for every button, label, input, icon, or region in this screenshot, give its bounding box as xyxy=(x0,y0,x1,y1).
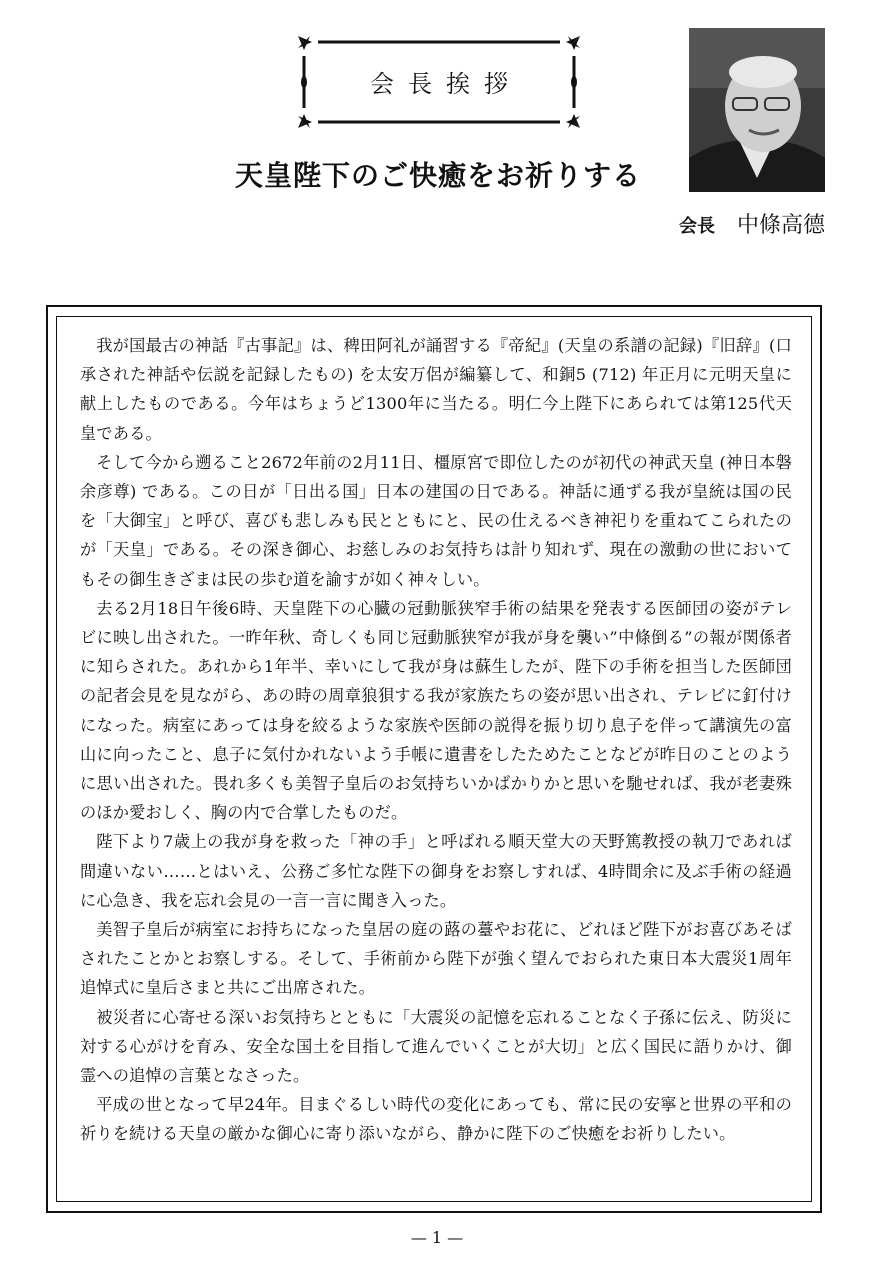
author-name: 中條高德 xyxy=(736,213,825,238)
portrait-photo-icon xyxy=(689,28,825,192)
section-banner: 会長挨拶 xyxy=(370,70,522,98)
paragraph-7: 平成の世となって早24年。目まぐるしい時代の変化にあっても、常に民の安寧と世界の平和の祈りを続ける天皇の厳かな御心に寄り添いながら、静かに陛下のご快癒をお祈りしたい。 xyxy=(80,1095,792,1144)
author-line xyxy=(600,208,825,239)
page-title: 天皇陛下のご快癒をお祈りする xyxy=(234,159,641,192)
paragraph-2: そして今から遡ること2672年前の2月11日、橿原宮で即位したのが初代の神武天皇 (神日本磐余彦尊) である。この日が「日出る国」日本の建国の日である。神話に通ずる我が皇統は国の民を「大御宝」と呼び、喜びも悲しみも民とともにと、民の仕えるべき神祀りを重ねてこられたのが「天皇」である。その深き御心、お慈しみのお気持ちは計り知れず、現在の激動の世においてもその御生きざまは民の歩む道を諭すが如く神々しい。 xyxy=(80,452,792,589)
page-number: — 1 — xyxy=(410,1228,464,1247)
paragraph-5: 美智子皇后が病室にお持ちになった皇居の庭の蕗の薹やお花に、どれほど陛下がお喜びあそばされたことかとお察しする。そして、手術前から陛下が強く望んでおられた東日本大震災1周年追悼式に皇后さまと共にご出席された。 xyxy=(80,920,792,998)
paragraph-1: 我が国最古の神話『古事記』は、稗田阿礼が誦習する『帝紀』(天皇の系譜の記録)『旧辞』(口承された神話や伝説を記録したもの) を太安万侶が編纂して、和銅5 (712) 年正月に元明天皇に献上したものである。今年はちょうど1300年に当たる。明仁今上陛下にあられては第125代天皇である。 xyxy=(80,336,792,443)
banner-frame xyxy=(296,34,582,130)
paragraph-6: 被災者に心寄せる深いお気持ちとともに「大震災の記憶を忘れることなく子孫に伝え、防災に対する心がけを育み、安全な国土を目指して進んでいくことが大切」と広く国民に語りかけ、御霊への追悼の言葉となさった。 xyxy=(80,1007,792,1086)
paragraph-4: 陛下より7歳上の我が身を救った「神の手」と呼ばれる順天堂大の天野篤教授の執刀であれば間違いない……とはいえ、公務ご多忙な陛下の御身をお察しすれば、4時間余に及ぶ手術の経過に心急き、我を忘れ会見の一言一言に聞き入った。 xyxy=(80,832,792,910)
author-role: 会長 xyxy=(678,216,715,237)
author-portrait xyxy=(689,28,825,192)
article-body xyxy=(80,331,792,1149)
paragraph-3: 去る2月18日午後6時、天皇陛下の心臓の冠動脈狭窄手術の結果を発表する医師団の姿がテレビに映し出された。一昨年秋、奇しくも同じ冠動脈狭窄が我が身を襲い”中條倒る”の報が関係者に知らされた。あれから1年半、幸いにして我が身は蘇生したが、陛下の手術を担当した医師団の記者会見を見ながら、あの時の周章狼狽する我が家族たちの姿が思い出され、テレビに釘付けになった。病室にあっては身を絞るような家族や医師の説得を振り切り息子を伴って講演先の富山に向ったこと、息子に気付かれないよう手帳に遺書をしたためたことなどが昨日のことのように思い出された。畏れ多くも美智子皇后のお気持ちいかばかりかと思いを馳せれば、我が老妻殊のほか愛おしく、胸の内で合掌したものだ。 xyxy=(80,598,792,823)
